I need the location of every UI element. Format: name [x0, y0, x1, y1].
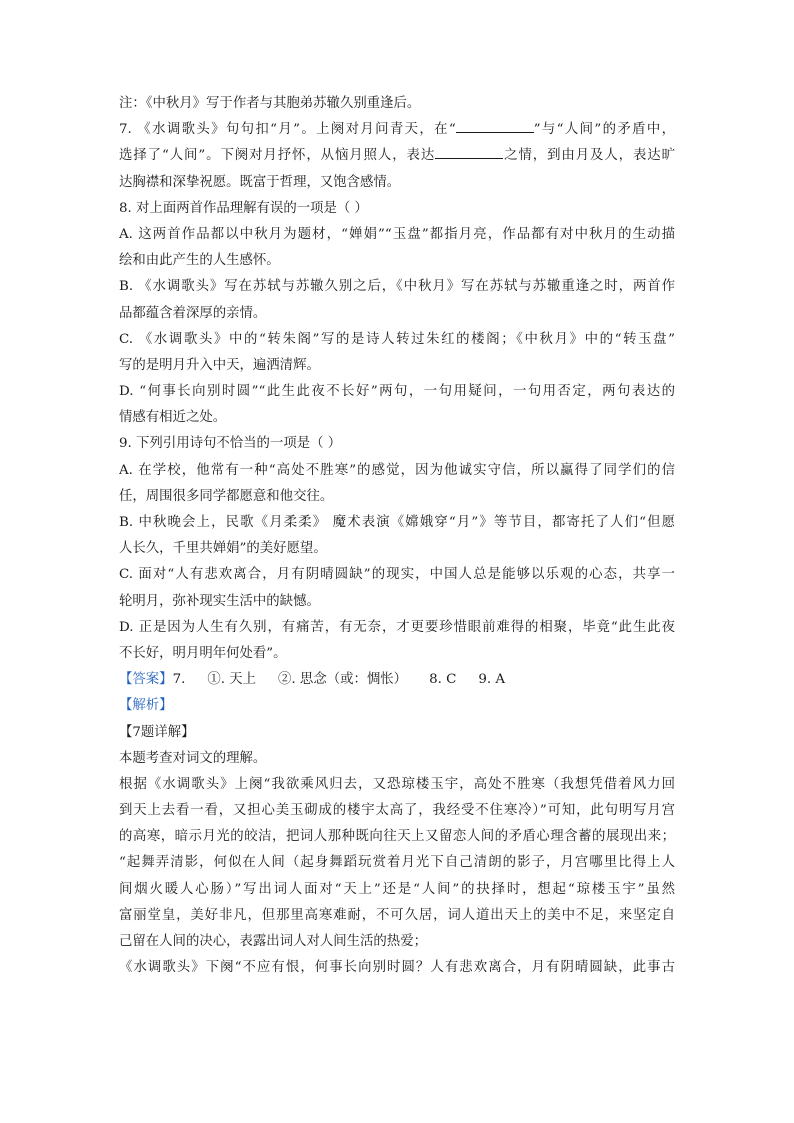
q7-line-1: [119, 117, 675, 143]
detail-tag: 【7题详解】: [119, 724, 195, 740]
q9-option-d: D. 正是因为人生有久别，有痛苦，有无奈，才更要珍惜眼前难得的相聚，毕竟“此生此夜: [119, 619, 675, 635]
q7-text: 7. 《水调歌头》句句扣“月”。上阕对月问青天，在“: [119, 122, 456, 138]
analysis-paragraph-3: “起舞弄清影，何似在人间（起身舞蹈玩赏着月光下自己清朗的影子，月宫哪里比得上人: [119, 855, 675, 871]
q8-option-d-cont: 情感有相近之处。: [119, 410, 227, 426]
q7-text: 选择了“人间”。下阕对月抒怀，从恼月照人，表达: [119, 148, 436, 164]
q8-option-c-cont: 写的是明月升入中天，遍洒清辉。: [119, 357, 320, 373]
q7-text: ”与“人间”的矛盾中，: [533, 122, 675, 138]
answer-8: 8. C: [429, 672, 457, 688]
q8-option-b-cont: 品都蕴含着深厚的亲情。: [119, 305, 267, 321]
analysis-paragraph-1: 本题考查对词文的理解。: [119, 750, 267, 766]
q9-stem: 9. 下列引用诗句不恰当的一项是（ ）: [119, 436, 342, 452]
answer-line: [119, 667, 675, 693]
q8-option-b: B. 《水调歌头》写在苏轼与苏辙久别之后，《中秋月》写在苏轼与苏辙重逢之时，两首作: [119, 279, 675, 295]
document-page: [119, 91, 675, 981]
q7-text: 之情，到由月及人，表达旷: [503, 148, 675, 164]
answer-num: 7.: [172, 672, 186, 688]
q8-option-a-cont: 绘和由此产生的人生感怀。: [119, 253, 280, 269]
answer-tag: 【答案】: [119, 672, 173, 688]
q7-blank-1[interactable]: [456, 118, 534, 133]
analysis-paragraph-2: 根据《水调歌头》上阕“我欲乘风归去，又恐琼楼玉宇，高处不胜寒（我想凭借着风力回: [119, 776, 675, 792]
q9-option-a: A. 在学校，他常有一种“高处不胜寒”的感觉，因为他诚实守信，所以赢得了同学们的信: [119, 462, 675, 478]
q9-option-c: C. 面对“人有悲欢离合，月有阴晴圆缺”的现实，中国人总是能够以乐观的心态，共享一: [119, 567, 675, 583]
poem-note: 注：《中秋月》写于作者与其胞弟苏辙久别重逢后。: [119, 96, 421, 111]
q8-option-a: A. 这两首作品都以中秋月为题材，“婵娟”“玉盘”都指月亮，作品都有对中秋月的生动描: [119, 226, 675, 242]
analysis-paragraph-4: 《水调歌头》下阕“不应有恨，何事长向别时圆？人有悲欢离合，月有阴晴圆缺，此事古: [119, 960, 675, 976]
answer-7-2: ②. 思念（或：惆怅）: [278, 672, 408, 688]
q9-option-a-cont: 任，周围很多同学都愿意和他交往。: [119, 488, 334, 504]
q8-option-c: C. 《水调歌头》中的“转朱阁”写的是诗人转过朱红的楼阁；《中秋月》中的“转玉盘”: [119, 331, 675, 347]
q7-line-3: 达胸襟和深挚祝愿。既富于哲理，又饱含感情。: [119, 174, 401, 190]
analysis-paragraph-3-cont: 己留在人间的决心，表露出词人对人间生活的热爱；: [119, 934, 427, 949]
analysis-paragraph-2-cont: 到天上去看一看，又担心美玉砌成的楼宇太高了，我经受不住寒冷）”可知，此句明写月宫: [119, 803, 675, 819]
q9-option-d-cont: 不长好，明月明年何处看”。: [119, 645, 287, 661]
answer-7-1: ①. 天上: [207, 672, 257, 688]
q8-option-d: D. “何事长向别时圆”“此生此夜不长好”两句，一句用疑问，一句用否定，两句表达的: [119, 384, 675, 400]
q9-option-c-cont: 轮明月，弥补现实生活中的缺憾。: [119, 593, 320, 609]
q7-line-2: [119, 143, 675, 169]
analysis-paragraph-2-cont: 的高寒，暗示月光的皎洁，把词人那种既向往天上又留恋人间的矛盾心理含蓄的展现出来；: [119, 829, 675, 845]
analysis-paragraph-3-cont: 富丽堂皇，美好非凡，但那里高寒难耐，不可久居，词人道出天上的美中不足，来坚定自: [119, 907, 675, 923]
q9-option-b: B. 中秋晚会上，民歌《月柔柔》 魔术表演《嫦娥穿“月”》等节目，都寄托了人们“但愿: [119, 515, 675, 530]
q7-blank-2[interactable]: [435, 144, 503, 159]
q8-stem: 8. 对上面两首作品理解有误的一项是（ ）: [119, 200, 368, 216]
q9-option-b-cont: 人长久，千里共婵娟”的美好愿望。: [119, 541, 327, 557]
analysis-tag: 【解析】: [119, 698, 173, 714]
analysis-paragraph-3-cont: 间烟火暖人心肠）”写出词人面对“天上”还是“人间”的抉择时，想起“琼楼玉宇”虽然: [119, 881, 675, 897]
answer-9: 9. A: [478, 672, 506, 688]
